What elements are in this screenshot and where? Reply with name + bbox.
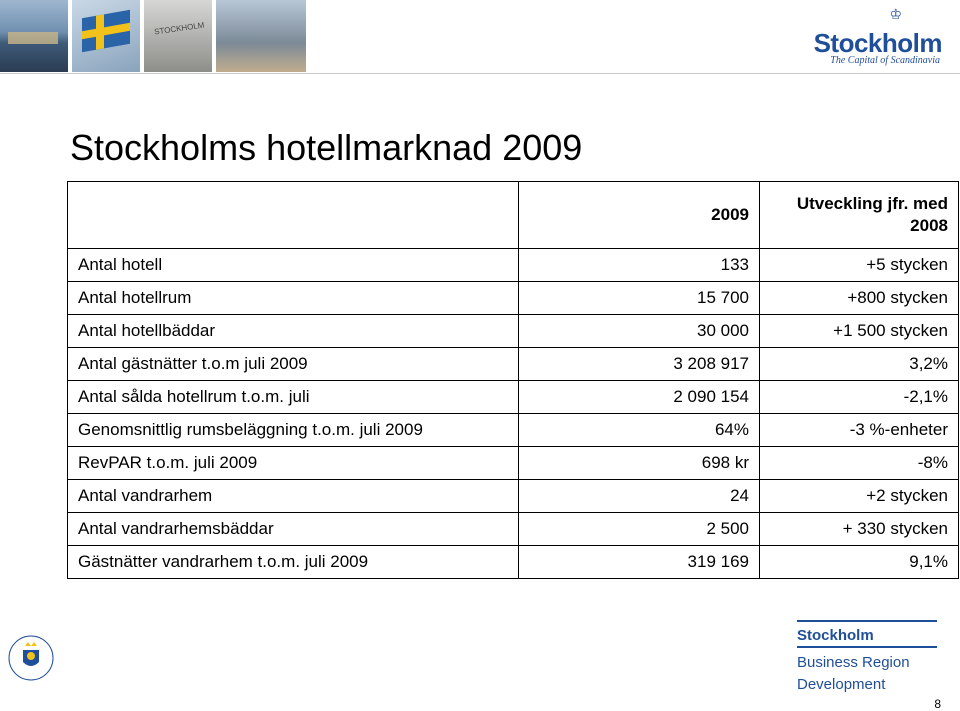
table-row bbox=[68, 447, 959, 480]
header-cell-change: Utveckling jfr. med 2008 bbox=[760, 182, 959, 249]
header-divider bbox=[0, 73, 960, 74]
logo-word: Stockholm bbox=[813, 28, 942, 58]
table-row bbox=[68, 480, 959, 513]
row-value: 2 500 bbox=[519, 513, 760, 546]
row-change: -3 %-enheter bbox=[760, 414, 959, 447]
row-label: Antal hotellbäddar bbox=[68, 315, 519, 348]
row-value: 698 kr bbox=[519, 447, 760, 480]
logo-rule bbox=[797, 646, 937, 648]
row-value: 319 169 bbox=[519, 546, 760, 579]
table-header-row bbox=[68, 182, 959, 249]
row-change: 9,1% bbox=[760, 546, 959, 579]
row-change: +2 stycken bbox=[760, 480, 959, 513]
table-row bbox=[68, 348, 959, 381]
table-row bbox=[68, 546, 959, 579]
harbor-photo bbox=[216, 0, 306, 72]
business-region-logo bbox=[797, 620, 937, 696]
row-label: Antal gästnätter t.o.m juli 2009 bbox=[68, 348, 519, 381]
row-change: +1 500 stycken bbox=[760, 315, 959, 348]
row-value: 3 208 917 bbox=[519, 348, 760, 381]
hotel-market-table bbox=[67, 181, 959, 579]
header-cell-year: 2009 bbox=[519, 182, 760, 249]
row-change: -8% bbox=[760, 447, 959, 480]
table-row bbox=[68, 249, 959, 282]
crown-icon: ♔ bbox=[889, 6, 902, 22]
row-label: Antal hotell bbox=[68, 249, 519, 282]
table-row bbox=[68, 282, 959, 315]
row-change: -2,1% bbox=[760, 381, 959, 414]
row-label: Antal vandrarhem bbox=[68, 480, 519, 513]
stockholms-stad-seal bbox=[6, 632, 56, 688]
row-value: 24 bbox=[519, 480, 760, 513]
logo-tagline: The Capital of Scandinavia bbox=[830, 55, 940, 66]
row-value: 30 000 bbox=[519, 315, 760, 348]
row-change: +5 stycken bbox=[760, 249, 959, 282]
page-title: Stockholms hotellmarknad 2009 bbox=[70, 127, 583, 168]
row-value: 64% bbox=[519, 414, 760, 447]
row-change: + 330 stycken bbox=[760, 513, 959, 546]
table-row bbox=[68, 381, 959, 414]
row-label: Antal sålda hotellrum t.o.m. juli bbox=[68, 381, 519, 414]
row-label: RevPAR t.o.m. juli 2009 bbox=[68, 447, 519, 480]
region-logo-line1: Stockholm bbox=[797, 627, 874, 644]
row-label: Antal hotellrum bbox=[68, 282, 519, 315]
row-value: 133 bbox=[519, 249, 760, 282]
table-row bbox=[68, 414, 959, 447]
row-label: Genomsnittlig rumsbeläggning t.o.m. juli 2009 bbox=[68, 414, 519, 447]
row-change: +800 stycken bbox=[760, 282, 959, 315]
stockholm-logo bbox=[792, 6, 942, 66]
table-row bbox=[68, 513, 959, 546]
row-change: 3,2% bbox=[760, 348, 959, 381]
header-photos bbox=[0, 0, 306, 72]
row-label: Antal vandrarhemsbäddar bbox=[68, 513, 519, 546]
row-value: 15 700 bbox=[519, 282, 760, 315]
header-cell-label bbox=[68, 182, 519, 249]
region-logo-line2: Business Region bbox=[797, 654, 910, 671]
logo-rule bbox=[797, 620, 937, 622]
boat-photo bbox=[144, 0, 212, 72]
row-label: Gästnätter vandrarhem t.o.m. juli 2009 bbox=[68, 546, 519, 579]
row-value: 2 090 154 bbox=[519, 381, 760, 414]
flag-photo bbox=[72, 0, 140, 72]
page-number: 8 bbox=[934, 697, 941, 711]
table-row bbox=[68, 315, 959, 348]
region-logo-line3: Development bbox=[797, 676, 886, 693]
city-photo bbox=[0, 0, 68, 72]
